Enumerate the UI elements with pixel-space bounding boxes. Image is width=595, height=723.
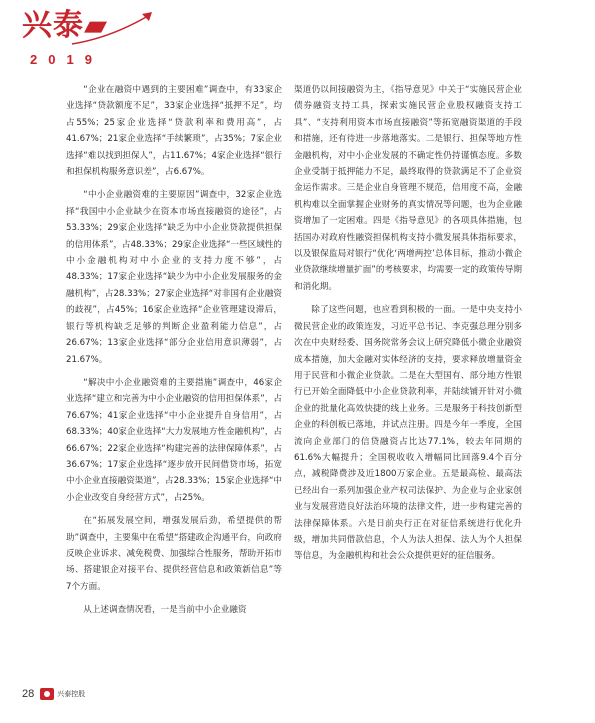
paragraph: 渠道仍以间接融资为主，《指导意见》中关于“实施民营企业债券融资支持工具，探索实施民营企业股权融资支持工具”、“支持利用资本市场直接融资”等拓宽融资渠道的手段和措施，还有待进一步落地落实。二是银行、担保等地方性金融机构，对中小企业发展的不确定性仍持谨慎态度。多数企业受制于抵押能力不足，最终取得的贷款满足不了企业资金运作需求。三是企业自身管理不规范，信用度不高，金融机构难以全面掌握企业财务的真实情况等问题，也为企业融资增加了一定困难。四是《指导意见》的各项具体措施，包括国办对政府性融资担保机构支持小微发展具体指标要求，以及银保监局对银行“优化‘两增两控’总体目标，推动小微企业贷款继续增量扩面”的考核要求，均需要一定的政策传导期和消化期。: [294, 85, 522, 292]
article-column-right: [294, 82, 522, 572]
footer-brand: 兴泰控股: [57, 690, 86, 698]
growth-arrow-icon: [70, 8, 160, 48]
paragraph: 在“拓展发展空间，增强发展后劲，希望提供的帮助”调查中，主要集中在希望“搭建政企沟通平台，向政府反映企业诉求、减免税费、加强综合性服务，帮助开拓市场、搭建银企对接平台、提供经营信息和政策新信息”等7个方面。: [66, 516, 282, 592]
masthead-year: 2019: [30, 52, 103, 67]
logo-title: 兴泰: [22, 8, 84, 43]
page-number: 28: [22, 688, 35, 700]
logo-mark: ▰: [84, 8, 109, 43]
paragraph: 从上述调查情况看，一是当前中小企业融资: [83, 605, 247, 616]
paragraph: 除了这些问题，也应看到积极的一面。一是中央支持小微民营企业的政策连发，习近平总书记、李克强总理分别多次在中央财经委、国务院常务会议上研究降低小微企业融资成本措施，加大金融对实体经济的支持，要求释放增量资金用于民营和小微企业贷款。二是在大型国有、部分地方性银行已开始全面降低中小企业贷款利率，并陆续铺开针对小微企业的批量化高效快捷的线上业务。三是服务于科技创新型企业的科创板已落地，并试点注册。四是今年一季度，全国流向企业部门的信贷融资占比达77.1%，较去年同期的61.6%大幅提升；全国税收收入增幅同比回落9.4个百分点，减税降费涉及近1800万家企业。五是最高检、最高法已经出台一系列加强企业产权司法保护、为企业与企业家创业与发展营造良好法治环境的法律文件，进一步构建完善的法律保障体系。六是日前央行正在对征信系统进行优化升级，增加共同借款信息，个人为法人担保、法人为个人担保等信息，为金融机构和社会公众提供更好的征信服务。: [294, 305, 522, 562]
paragraph: “解决中小企业融资难的主要措施”调查中，46家企业选择“建立和完善为中小企业融资的信用担保体系”，占76.67%；41家企业选择“中小企业提升自身信用”，占68.33%；40家企业选择“大力发展地方性金融机构”，占66.67%；22家企业选择“构建完善的法律保障体系”，占36.67%；17家企业选择“逐步放开民间借贷市场，拓宽中小企业直接融资渠道”，占28.33%；15家企业选择“中小企业改变自身经营方式”，占25%。: [66, 377, 282, 503]
page-footer: [22, 686, 85, 702]
masthead: [22, 6, 172, 72]
article-column-left: [66, 82, 282, 626]
paragraph: “企业在融资中遇到的主要困难”调查中，有33家企业选择“贷款额度不足”，33家企业选择“抵押不足”，均占55%；25家企业选择“贷款利率和费用高”，占41.67%；21家企业选择“手续繁琐”，占35%；7家企业选择“难以找到担保人”，占11.67%；4家企业选择“银行和担保机构服务意识差”，占6.67%。: [66, 85, 282, 178]
brand-logo-icon: [40, 688, 54, 700]
paragraph: “中小企业融资难的主要原因”调查中，32家企业选择“我国中小企业缺少在资本市场直接融资的途径”，占53.33%；29家企业选择“缺乏为中小企业贷款提供担保的信用体系”，占48.33%；29家企业选择“一些区域性的中小金融机构对中小企业的支持力度不够”，占48.33%；17家企业选择“缺少为中小企业发展服务的金融机构”，占28.33%；27家企业选择“对非国有企业融资的歧视”，占45%；16家企业选择“企业管理建设滞后，银行等机构缺乏足够的判断企业盈利能力信息”，占26.67%；13家企业选择“部分企业信用意识薄弱”，占21.67%。: [66, 190, 282, 365]
